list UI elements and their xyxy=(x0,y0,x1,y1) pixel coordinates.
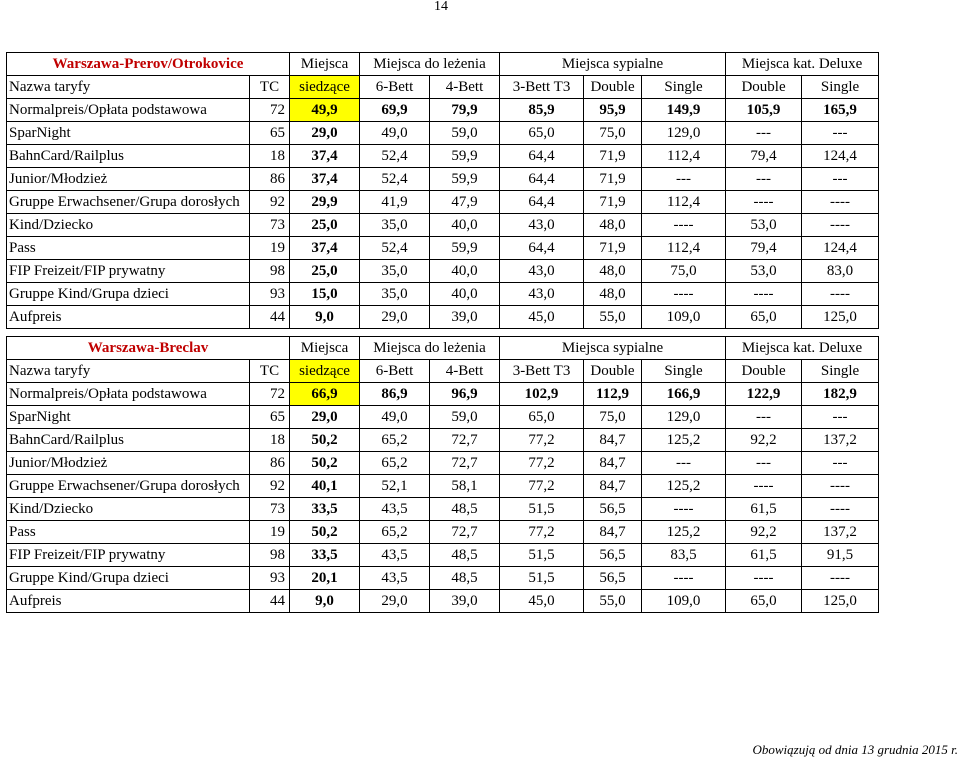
price-cell: ---- xyxy=(802,191,879,214)
price-cell: 112,9 xyxy=(584,383,642,406)
price-cell: 50,2 xyxy=(290,521,360,544)
price-cell: 83,0 xyxy=(802,260,879,283)
price-cell: 39,0 xyxy=(430,590,500,613)
price-cell: 47,9 xyxy=(430,191,500,214)
price-cell: 84,7 xyxy=(584,475,642,498)
table-row xyxy=(7,237,879,260)
price-cell: --- xyxy=(726,168,802,191)
table-row xyxy=(7,429,879,452)
price-cell: 49,9 xyxy=(290,99,360,122)
table-row xyxy=(7,214,879,237)
tariff-name: Aufpreis xyxy=(7,590,250,613)
price-cell: 65,0 xyxy=(726,590,802,613)
price-cell: 51,5 xyxy=(500,544,584,567)
table-row xyxy=(7,99,879,122)
tariff-code: 18 xyxy=(250,429,290,452)
tariff-code: 44 xyxy=(250,306,290,329)
price-cell: 61,5 xyxy=(726,498,802,521)
price-cell: 56,5 xyxy=(584,498,642,521)
tariff-name: FIP Freizeit/FIP prywatny xyxy=(7,544,250,567)
price-cell: 53,0 xyxy=(726,260,802,283)
price-cell: 129,0 xyxy=(642,122,726,145)
price-cell: 69,9 xyxy=(360,99,430,122)
price-cell: 29,0 xyxy=(290,406,360,429)
tariff-code: 92 xyxy=(250,191,290,214)
table-row xyxy=(7,306,879,329)
price-cell: ---- xyxy=(642,214,726,237)
fare-table-prerov xyxy=(6,52,879,329)
table-row xyxy=(7,521,879,544)
price-cell: 49,0 xyxy=(360,122,430,145)
price-cell: 64,4 xyxy=(500,237,584,260)
price-cell: 40,1 xyxy=(290,475,360,498)
table-row xyxy=(7,383,879,406)
price-cell: 29,0 xyxy=(360,306,430,329)
price-cell: 149,9 xyxy=(642,99,726,122)
tariff-code: 19 xyxy=(250,237,290,260)
tariff-code: 93 xyxy=(250,567,290,590)
price-cell: 86,9 xyxy=(360,383,430,406)
tariff-code: 93 xyxy=(250,283,290,306)
tariff-code: 86 xyxy=(250,452,290,475)
column-header: 6-Bett xyxy=(360,76,430,99)
table-row xyxy=(7,406,879,429)
price-cell: 35,0 xyxy=(360,283,430,306)
price-cell: 59,9 xyxy=(430,168,500,191)
price-cell: 112,4 xyxy=(642,191,726,214)
price-cell: 48,5 xyxy=(430,498,500,521)
price-cell: 124,4 xyxy=(802,145,879,168)
price-cell: 77,2 xyxy=(500,521,584,544)
price-cell: 92,2 xyxy=(726,521,802,544)
price-cell: 137,2 xyxy=(802,429,879,452)
column-header: 4-Bett xyxy=(430,360,500,383)
tariff-name: Pass xyxy=(7,521,250,544)
price-cell: 79,9 xyxy=(430,99,500,122)
price-cell: 51,5 xyxy=(500,498,584,521)
price-cell: 109,0 xyxy=(642,590,726,613)
price-cell: 37,4 xyxy=(290,168,360,191)
column-header: Double xyxy=(584,76,642,99)
price-cell: 9,0 xyxy=(290,590,360,613)
price-cell: 48,5 xyxy=(430,544,500,567)
column-header: siedzące xyxy=(290,360,360,383)
price-cell: 64,4 xyxy=(500,168,584,191)
price-cell: 71,9 xyxy=(584,168,642,191)
price-cell: ---- xyxy=(802,498,879,521)
price-cell: 137,2 xyxy=(802,521,879,544)
price-cell: 165,9 xyxy=(802,99,879,122)
route-title: Warszawa-Prerov/Otrokovice xyxy=(7,53,290,76)
price-cell: 72,7 xyxy=(430,452,500,475)
price-cell: ---- xyxy=(802,567,879,590)
price-cell: ---- xyxy=(726,567,802,590)
price-cell: 125,0 xyxy=(802,590,879,613)
price-cell: 53,0 xyxy=(726,214,802,237)
price-cell: 45,0 xyxy=(500,590,584,613)
price-cell: 85,9 xyxy=(500,99,584,122)
price-cell: 40,0 xyxy=(430,260,500,283)
price-cell: 56,5 xyxy=(584,567,642,590)
price-cell: 37,4 xyxy=(290,237,360,260)
group-header-row xyxy=(7,337,879,360)
price-cell: 61,5 xyxy=(726,544,802,567)
tariff-name: Normalpreis/Opłata podstawowa xyxy=(7,99,250,122)
column-header: 3-Bett T3 xyxy=(500,76,584,99)
price-cell: 9,0 xyxy=(290,306,360,329)
price-cell: --- xyxy=(802,406,879,429)
price-cell: 48,0 xyxy=(584,283,642,306)
price-cell: 59,0 xyxy=(430,406,500,429)
column-header: Nazwa taryfy xyxy=(7,76,250,99)
price-cell: 102,9 xyxy=(500,383,584,406)
table-row xyxy=(7,452,879,475)
price-cell: 43,5 xyxy=(360,544,430,567)
tariff-code: 98 xyxy=(250,260,290,283)
price-cell: 43,5 xyxy=(360,498,430,521)
price-cell: 33,5 xyxy=(290,498,360,521)
tariff-code: 72 xyxy=(250,99,290,122)
price-cell: 71,9 xyxy=(584,191,642,214)
table-row xyxy=(7,283,879,306)
tariff-name: Normalpreis/Opłata podstawowa xyxy=(7,383,250,406)
price-cell: 64,4 xyxy=(500,191,584,214)
group-header: Miejsca xyxy=(290,337,360,360)
tariff-name: Kind/Dziecko xyxy=(7,498,250,521)
price-cell: 43,0 xyxy=(500,283,584,306)
price-cell: 65,0 xyxy=(500,122,584,145)
group-header: Miejsca xyxy=(290,53,360,76)
column-header: Single xyxy=(802,360,879,383)
price-cell: 59,9 xyxy=(430,145,500,168)
price-cell: 83,5 xyxy=(642,544,726,567)
group-header: Miejsca kat. Deluxe xyxy=(726,337,879,360)
group-header: Miejsca do leżenia xyxy=(360,53,500,76)
price-cell: 43,0 xyxy=(500,214,584,237)
price-cell: 75,0 xyxy=(584,122,642,145)
price-cell: 79,4 xyxy=(726,145,802,168)
price-cell: 33,5 xyxy=(290,544,360,567)
price-cell: 65,0 xyxy=(726,306,802,329)
price-cell: 35,0 xyxy=(360,214,430,237)
table-row xyxy=(7,260,879,283)
price-cell: 75,0 xyxy=(584,406,642,429)
tariff-code: 18 xyxy=(250,145,290,168)
price-cell: 56,5 xyxy=(584,544,642,567)
price-cell: 125,2 xyxy=(642,475,726,498)
price-cell: 48,0 xyxy=(584,260,642,283)
column-header: TC xyxy=(250,360,290,383)
price-cell: ---- xyxy=(642,567,726,590)
price-cell: 59,9 xyxy=(430,237,500,260)
price-cell: --- xyxy=(642,452,726,475)
column-header-row xyxy=(7,360,879,383)
price-cell: 166,9 xyxy=(642,383,726,406)
price-cell: --- xyxy=(726,452,802,475)
tariff-name: BahnCard/Railplus xyxy=(7,429,250,452)
tariff-name: Aufpreis xyxy=(7,306,250,329)
price-cell: 95,9 xyxy=(584,99,642,122)
table-row xyxy=(7,475,879,498)
group-header: Miejsca sypialne xyxy=(500,337,726,360)
price-cell: 40,0 xyxy=(430,214,500,237)
price-cell: 64,4 xyxy=(500,145,584,168)
tariff-name: Gruppe Kind/Grupa dzieci xyxy=(7,567,250,590)
price-cell: 84,7 xyxy=(584,521,642,544)
price-cell: 124,4 xyxy=(802,237,879,260)
price-cell: 65,2 xyxy=(360,429,430,452)
group-header: Miejsca do leżenia xyxy=(360,337,500,360)
column-header: Nazwa taryfy xyxy=(7,360,250,383)
price-cell: 71,9 xyxy=(584,145,642,168)
price-cell: 58,1 xyxy=(430,475,500,498)
price-cell: 129,0 xyxy=(642,406,726,429)
tariff-code: 65 xyxy=(250,406,290,429)
price-cell: 52,4 xyxy=(360,168,430,191)
price-cell: 39,0 xyxy=(430,306,500,329)
price-cell: --- xyxy=(726,406,802,429)
column-header: Single xyxy=(642,76,726,99)
price-cell: 125,2 xyxy=(642,521,726,544)
column-header: siedzące xyxy=(290,76,360,99)
price-cell: 50,2 xyxy=(290,452,360,475)
price-cell: 125,2 xyxy=(642,429,726,452)
price-cell: 51,5 xyxy=(500,567,584,590)
price-cell: 52,4 xyxy=(360,145,430,168)
fare-table-breclav xyxy=(6,336,879,613)
tariff-code: 65 xyxy=(250,122,290,145)
tariff-code: 44 xyxy=(250,590,290,613)
column-header: 4-Bett xyxy=(430,76,500,99)
price-cell: 182,9 xyxy=(802,383,879,406)
price-cell: --- xyxy=(642,168,726,191)
price-cell: 25,0 xyxy=(290,260,360,283)
tariff-code: 72 xyxy=(250,383,290,406)
price-cell: 49,0 xyxy=(360,406,430,429)
price-cell: 72,7 xyxy=(430,521,500,544)
price-cell: 55,0 xyxy=(584,590,642,613)
column-header: Double xyxy=(726,360,802,383)
price-cell: 35,0 xyxy=(360,260,430,283)
table-row xyxy=(7,544,879,567)
tariff-code: 19 xyxy=(250,521,290,544)
column-header-row xyxy=(7,76,879,99)
price-cell: 75,0 xyxy=(642,260,726,283)
route-title: Warszawa-Breclav xyxy=(7,337,290,360)
price-cell: --- xyxy=(802,122,879,145)
table-row xyxy=(7,168,879,191)
price-cell: 15,0 xyxy=(290,283,360,306)
price-cell: 66,9 xyxy=(290,383,360,406)
price-cell: 65,0 xyxy=(500,406,584,429)
price-cell: 71,9 xyxy=(584,237,642,260)
price-cell: 125,0 xyxy=(802,306,879,329)
table-row xyxy=(7,191,879,214)
price-cell: 48,0 xyxy=(584,214,642,237)
price-cell: ---- xyxy=(726,191,802,214)
price-cell: 112,4 xyxy=(642,237,726,260)
price-cell: 109,0 xyxy=(642,306,726,329)
price-cell: 96,9 xyxy=(430,383,500,406)
price-cell: 84,7 xyxy=(584,429,642,452)
price-cell: --- xyxy=(726,122,802,145)
column-header: Single xyxy=(642,360,726,383)
price-cell: 91,5 xyxy=(802,544,879,567)
price-cell: 20,1 xyxy=(290,567,360,590)
group-header: Miejsca sypialne xyxy=(500,53,726,76)
tariff-name: BahnCard/Railplus xyxy=(7,145,250,168)
column-header: Single xyxy=(802,76,879,99)
price-cell: --- xyxy=(802,168,879,191)
price-cell: 29,9 xyxy=(290,191,360,214)
price-cell: 112,4 xyxy=(642,145,726,168)
price-cell: 41,9 xyxy=(360,191,430,214)
group-header: Miejsca kat. Deluxe xyxy=(726,53,879,76)
price-cell: 77,2 xyxy=(500,452,584,475)
tariff-name: Kind/Dziecko xyxy=(7,214,250,237)
price-cell: --- xyxy=(802,452,879,475)
tariff-name: Gruppe Erwachsener/Grupa dorosłych xyxy=(7,191,250,214)
price-cell: 50,2 xyxy=(290,429,360,452)
table-row xyxy=(7,145,879,168)
price-cell: 65,2 xyxy=(360,452,430,475)
price-cell: 79,4 xyxy=(726,237,802,260)
price-cell: 43,0 xyxy=(500,260,584,283)
tariff-code: 92 xyxy=(250,475,290,498)
price-cell: 59,0 xyxy=(430,122,500,145)
price-cell: ---- xyxy=(802,283,879,306)
price-cell: ---- xyxy=(726,283,802,306)
price-cell: 43,5 xyxy=(360,567,430,590)
price-cell: 52,1 xyxy=(360,475,430,498)
table-row xyxy=(7,590,879,613)
table-row xyxy=(7,498,879,521)
tariff-code: 73 xyxy=(250,214,290,237)
price-cell: 45,0 xyxy=(500,306,584,329)
tariff-code: 86 xyxy=(250,168,290,191)
tariff-name: Gruppe Erwachsener/Grupa dorosłych xyxy=(7,475,250,498)
tariff-name: FIP Freizeit/FIP prywatny xyxy=(7,260,250,283)
column-header: TC xyxy=(250,76,290,99)
table-row xyxy=(7,122,879,145)
column-header: Double xyxy=(726,76,802,99)
price-cell: 52,4 xyxy=(360,237,430,260)
column-header: 3-Bett T3 xyxy=(500,360,584,383)
price-cell: 122,9 xyxy=(726,383,802,406)
price-cell: 37,4 xyxy=(290,145,360,168)
column-header: Double xyxy=(584,360,642,383)
tariff-name: Gruppe Kind/Grupa dzieci xyxy=(7,283,250,306)
column-header: 6-Bett xyxy=(360,360,430,383)
tariff-name: SparNight xyxy=(7,406,250,429)
price-cell: 40,0 xyxy=(430,283,500,306)
price-cell: 92,2 xyxy=(726,429,802,452)
price-cell: 29,0 xyxy=(360,590,430,613)
price-cell: 25,0 xyxy=(290,214,360,237)
price-cell: 55,0 xyxy=(584,306,642,329)
page-number: 14 xyxy=(434,0,448,14)
validity-footer: Obowiązują od dnia 13 grudnia 2015 r. xyxy=(752,742,958,757)
price-cell: ---- xyxy=(726,475,802,498)
price-cell: 72,7 xyxy=(430,429,500,452)
price-cell: 84,7 xyxy=(584,452,642,475)
price-cell: ---- xyxy=(802,214,879,237)
price-cell: 77,2 xyxy=(500,475,584,498)
tariff-code: 98 xyxy=(250,544,290,567)
price-cell: 29,0 xyxy=(290,122,360,145)
group-header-row xyxy=(7,53,879,76)
price-cell: 65,2 xyxy=(360,521,430,544)
price-cell: 105,9 xyxy=(726,99,802,122)
tariff-code: 73 xyxy=(250,498,290,521)
tariff-name: Junior/Młodzież xyxy=(7,452,250,475)
price-cell: 48,5 xyxy=(430,567,500,590)
price-cell: ---- xyxy=(802,475,879,498)
price-cell: 77,2 xyxy=(500,429,584,452)
tariff-name: SparNight xyxy=(7,122,250,145)
price-cell: ---- xyxy=(642,498,726,521)
tariff-name: Pass xyxy=(7,237,250,260)
table-row xyxy=(7,567,879,590)
price-cell: ---- xyxy=(642,283,726,306)
tariff-name: Junior/Młodzież xyxy=(7,168,250,191)
